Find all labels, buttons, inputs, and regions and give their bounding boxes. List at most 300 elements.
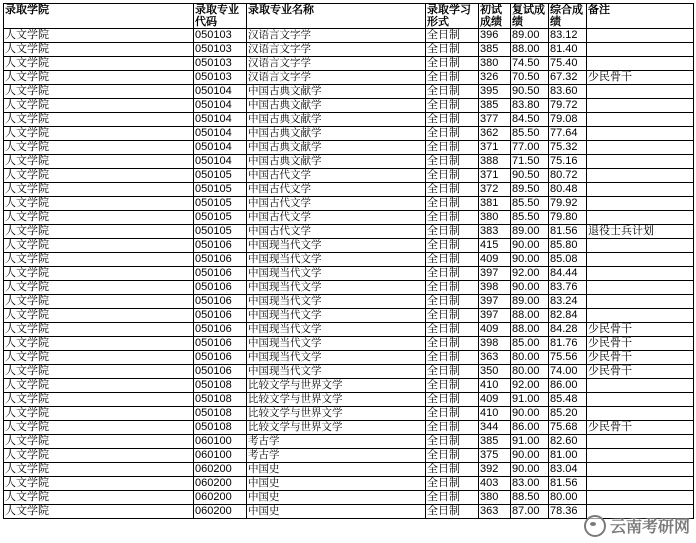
- cell-initial-score: 380: [479, 211, 511, 225]
- cell-retest-score: 71.50: [511, 155, 549, 169]
- cell-total-score: 85.20: [549, 407, 587, 421]
- cell-remark: [587, 477, 694, 491]
- cell-major-name: 中国现当代文学: [247, 365, 426, 379]
- cell-major-code: 050105: [194, 225, 247, 239]
- cell-retest-score: 85.00: [511, 337, 549, 351]
- cell-remark: [587, 113, 694, 127]
- cell-study-mode: 全日制: [426, 99, 479, 113]
- cell-college: 人文学院: [4, 155, 194, 169]
- cell-major-name: 中国现当代文学: [247, 351, 426, 365]
- cell-college: 人文学院: [4, 477, 194, 491]
- table-row: [4, 155, 694, 169]
- table-row: [4, 183, 694, 197]
- table-row: [4, 113, 694, 127]
- cell-total-score: 82.84: [549, 309, 587, 323]
- cell-remark: [587, 183, 694, 197]
- cell-total-score: 75.16: [549, 155, 587, 169]
- cell-retest-score: 77.00: [511, 141, 549, 155]
- cell-remark: [587, 267, 694, 281]
- cell-college: 人文学院: [4, 57, 194, 71]
- cell-study-mode: 全日制: [426, 197, 479, 211]
- cell-major-code: 060200: [194, 505, 247, 519]
- cell-college: 人文学院: [4, 295, 194, 309]
- cell-retest-score: 89.00: [511, 225, 549, 239]
- cell-major-name: 中国现当代文学: [247, 337, 426, 351]
- watermark-text: 云南考研网: [609, 517, 690, 536]
- cell-study-mode: 全日制: [426, 435, 479, 449]
- cell-total-score: 80.48: [549, 183, 587, 197]
- cell-study-mode: 全日制: [426, 505, 479, 519]
- cell-college: 人文学院: [4, 337, 194, 351]
- cell-total-score: 81.56: [549, 225, 587, 239]
- cell-total-score: 81.56: [549, 477, 587, 491]
- table-row: [4, 337, 694, 351]
- cell-major-name: 中国史: [247, 477, 426, 491]
- cell-initial-score: 363: [479, 505, 511, 519]
- cell-remark: [587, 379, 694, 393]
- cell-major-code: 050106: [194, 267, 247, 281]
- cell-major-code: 050106: [194, 309, 247, 323]
- cell-total-score: 83.60: [549, 85, 587, 99]
- cell-study-mode: 全日制: [426, 337, 479, 351]
- table-row: [4, 99, 694, 113]
- cell-total-score: 83.76: [549, 281, 587, 295]
- cell-major-code: 050104: [194, 155, 247, 169]
- cell-college: 人文学院: [4, 169, 194, 183]
- cell-major-name: 比较文学与世界文学: [247, 379, 426, 393]
- admission-table: [3, 3, 694, 519]
- cell-major-code: 050106: [194, 281, 247, 295]
- cell-major-name: 中国史: [247, 491, 426, 505]
- cell-retest-score: 88.00: [511, 323, 549, 337]
- cell-total-score: 80.00: [549, 491, 587, 505]
- table-row: [4, 351, 694, 365]
- table-row: [4, 141, 694, 155]
- cell-major-name: 中国现当代文学: [247, 309, 426, 323]
- cell-total-score: 81.40: [549, 43, 587, 57]
- cell-major-name: 汉语言文字学: [247, 71, 426, 85]
- header-remark: 备注: [587, 4, 694, 29]
- table-row: [4, 295, 694, 309]
- cell-retest-score: 88.00: [511, 43, 549, 57]
- table-row: [4, 197, 694, 211]
- cell-college: 人文学院: [4, 365, 194, 379]
- table-row: [4, 435, 694, 449]
- cell-college: 人文学院: [4, 29, 194, 43]
- cell-study-mode: 全日制: [426, 169, 479, 183]
- table-row: [4, 127, 694, 141]
- cell-major-name: 比较文学与世界文学: [247, 421, 426, 435]
- cell-college: 人文学院: [4, 351, 194, 365]
- cell-major-code: 050105: [194, 197, 247, 211]
- cell-remark: 少民骨干: [587, 71, 694, 85]
- cell-major-name: 中国现当代文学: [247, 239, 426, 253]
- cell-study-mode: 全日制: [426, 85, 479, 99]
- cell-major-code: 050106: [194, 351, 247, 365]
- table-row: [4, 463, 694, 477]
- cell-total-score: 75.40: [549, 57, 587, 71]
- cell-remark: [587, 253, 694, 267]
- cell-college: 人文学院: [4, 435, 194, 449]
- cell-major-code: 050103: [194, 71, 247, 85]
- cell-college: 人文学院: [4, 71, 194, 85]
- cell-initial-score: 397: [479, 309, 511, 323]
- cell-total-score: 79.08: [549, 113, 587, 127]
- cell-major-code: 060200: [194, 491, 247, 505]
- cell-major-name: 中国古代文学: [247, 197, 426, 211]
- cell-retest-score: 89.50: [511, 183, 549, 197]
- cell-college: 人文学院: [4, 505, 194, 519]
- cell-college: 人文学院: [4, 463, 194, 477]
- table-row: [4, 281, 694, 295]
- cell-major-code: 050104: [194, 113, 247, 127]
- table-row: [4, 407, 694, 421]
- cell-college: 人文学院: [4, 281, 194, 295]
- cell-study-mode: 全日制: [426, 477, 479, 491]
- cell-study-mode: 全日制: [426, 57, 479, 71]
- cell-initial-score: 380: [479, 57, 511, 71]
- cell-remark: [587, 127, 694, 141]
- cell-initial-score: 398: [479, 337, 511, 351]
- cell-retest-score: 92.00: [511, 267, 549, 281]
- cell-retest-score: 92.00: [511, 379, 549, 393]
- cell-study-mode: 全日制: [426, 295, 479, 309]
- cell-remark: [587, 29, 694, 43]
- cell-study-mode: 全日制: [426, 491, 479, 505]
- cell-retest-score: 90.50: [511, 169, 549, 183]
- header-initial-score: 初试成绩: [479, 4, 511, 29]
- cell-major-code: 050106: [194, 365, 247, 379]
- table-row: [4, 309, 694, 323]
- cell-total-score: 82.60: [549, 435, 587, 449]
- cell-initial-score: 383: [479, 225, 511, 239]
- cell-major-code: 050103: [194, 29, 247, 43]
- cell-major-code: 050108: [194, 379, 247, 393]
- cell-total-score: 67.32: [549, 71, 587, 85]
- table-row: [4, 393, 694, 407]
- table-row: [4, 477, 694, 491]
- cell-major-name: 中国史: [247, 505, 426, 519]
- table-row: [4, 323, 694, 337]
- cell-initial-score: 381: [479, 197, 511, 211]
- cell-major-name: 考古学: [247, 449, 426, 463]
- header-major-name: 录取专业名称: [247, 4, 426, 29]
- cell-major-code: 050108: [194, 407, 247, 421]
- cell-retest-score: 91.00: [511, 435, 549, 449]
- cell-retest-score: 88.00: [511, 309, 549, 323]
- cell-college: 人文学院: [4, 127, 194, 141]
- cell-initial-score: 350: [479, 365, 511, 379]
- cell-remark: 少民骨干: [587, 365, 694, 379]
- cell-major-code: 050108: [194, 393, 247, 407]
- cell-total-score: 85.08: [549, 253, 587, 267]
- cell-initial-score: 375: [479, 449, 511, 463]
- cell-major-code: 060100: [194, 435, 247, 449]
- cell-major-code: 050104: [194, 85, 247, 99]
- cell-major-name: 中国现当代文学: [247, 267, 426, 281]
- cell-major-name: 中国古典文献学: [247, 113, 426, 127]
- cell-retest-score: 85.50: [511, 211, 549, 225]
- watermark: [584, 514, 690, 537]
- cell-major-name: 比较文学与世界文学: [247, 407, 426, 421]
- cell-major-code: 050106: [194, 323, 247, 337]
- cell-major-code: 050106: [194, 253, 247, 267]
- cell-major-code: 060200: [194, 477, 247, 491]
- cell-major-code: 050104: [194, 127, 247, 141]
- table-row: [4, 379, 694, 393]
- cell-total-score: 84.28: [549, 323, 587, 337]
- cell-major-name: 汉语言文字学: [247, 57, 426, 71]
- cell-initial-score: 397: [479, 267, 511, 281]
- cell-remark: [587, 85, 694, 99]
- cell-remark: [587, 393, 694, 407]
- cell-remark: 少民骨干: [587, 323, 694, 337]
- header-row: [4, 4, 694, 29]
- cell-remark: [587, 407, 694, 421]
- cell-total-score: 75.56: [549, 351, 587, 365]
- wechat-icon: [584, 515, 606, 537]
- cell-initial-score: 409: [479, 323, 511, 337]
- table-row: [4, 421, 694, 435]
- cell-total-score: 83.12: [549, 29, 587, 43]
- cell-major-name: 中国古典文献学: [247, 141, 426, 155]
- cell-major-name: 中国古典文献学: [247, 127, 426, 141]
- cell-college: 人文学院: [4, 393, 194, 407]
- cell-remark: [587, 449, 694, 463]
- cell-major-name: 中国古代文学: [247, 169, 426, 183]
- cell-major-code: 050103: [194, 43, 247, 57]
- cell-retest-score: 80.00: [511, 365, 549, 379]
- cell-major-code: 050104: [194, 99, 247, 113]
- cell-study-mode: 全日制: [426, 393, 479, 407]
- cell-major-name: 比较文学与世界文学: [247, 393, 426, 407]
- cell-initial-score: 380: [479, 491, 511, 505]
- cell-initial-score: 410: [479, 407, 511, 421]
- cell-total-score: 85.48: [549, 393, 587, 407]
- cell-retest-score: 87.00: [511, 505, 549, 519]
- cell-remark: [587, 463, 694, 477]
- cell-remark: 少民骨干: [587, 421, 694, 435]
- cell-initial-score: 410: [479, 379, 511, 393]
- cell-retest-score: 89.00: [511, 29, 549, 43]
- cell-remark: 退役士兵计划: [587, 225, 694, 239]
- table-row: [4, 29, 694, 43]
- cell-total-score: 75.68: [549, 421, 587, 435]
- cell-major-code: 050105: [194, 183, 247, 197]
- cell-college: 人文学院: [4, 113, 194, 127]
- cell-study-mode: 全日制: [426, 449, 479, 463]
- table-row: [4, 85, 694, 99]
- cell-college: 人文学院: [4, 85, 194, 99]
- cell-remark: [587, 211, 694, 225]
- table-body: [4, 29, 694, 519]
- table-row: [4, 491, 694, 505]
- cell-initial-score: 372: [479, 183, 511, 197]
- cell-college: 人文学院: [4, 309, 194, 323]
- cell-remark: [587, 197, 694, 211]
- cell-study-mode: 全日制: [426, 43, 479, 57]
- cell-study-mode: 全日制: [426, 29, 479, 43]
- cell-college: 人文学院: [4, 323, 194, 337]
- table-row: [4, 449, 694, 463]
- cell-college: 人文学院: [4, 407, 194, 421]
- cell-college: 人文学院: [4, 379, 194, 393]
- cell-major-name: 中国古典文献学: [247, 155, 426, 169]
- cell-retest-score: 89.00: [511, 295, 549, 309]
- cell-total-score: 81.76: [549, 337, 587, 351]
- cell-initial-score: 397: [479, 295, 511, 309]
- cell-college: 人文学院: [4, 225, 194, 239]
- cell-major-code: 050104: [194, 141, 247, 155]
- cell-retest-score: 90.00: [511, 281, 549, 295]
- cell-study-mode: 全日制: [426, 379, 479, 393]
- cell-college: 人文学院: [4, 197, 194, 211]
- cell-major-code: 060200: [194, 463, 247, 477]
- cell-retest-score: 85.50: [511, 127, 549, 141]
- cell-total-score: 85.80: [549, 239, 587, 253]
- cell-initial-score: 415: [479, 239, 511, 253]
- table-row: [4, 169, 694, 183]
- cell-remark: [587, 57, 694, 71]
- table-row: [4, 365, 694, 379]
- cell-major-code: 050106: [194, 337, 247, 351]
- cell-remark: 少民骨干: [587, 337, 694, 351]
- table-row: [4, 211, 694, 225]
- cell-remark: [587, 155, 694, 169]
- cell-total-score: 79.92: [549, 197, 587, 211]
- cell-major-name: 中国古代文学: [247, 183, 426, 197]
- cell-study-mode: 全日制: [426, 323, 479, 337]
- cell-initial-score: 396: [479, 29, 511, 43]
- cell-college: 人文学院: [4, 491, 194, 505]
- cell-college: 人文学院: [4, 449, 194, 463]
- cell-study-mode: 全日制: [426, 141, 479, 155]
- cell-major-name: 考古学: [247, 435, 426, 449]
- cell-total-score: 79.80: [549, 211, 587, 225]
- cell-retest-score: 85.50: [511, 197, 549, 211]
- cell-major-name: 汉语言文字学: [247, 29, 426, 43]
- cell-total-score: 83.24: [549, 295, 587, 309]
- cell-major-code: 050106: [194, 239, 247, 253]
- cell-total-score: 81.00: [549, 449, 587, 463]
- cell-initial-score: 388: [479, 155, 511, 169]
- cell-total-score: 78.36: [549, 505, 587, 519]
- cell-major-code: 050106: [194, 295, 247, 309]
- header-study-mode: 录取学习形式: [426, 4, 479, 29]
- cell-initial-score: 395: [479, 85, 511, 99]
- cell-retest-score: 90.50: [511, 85, 549, 99]
- cell-total-score: 74.00: [549, 365, 587, 379]
- cell-study-mode: 全日制: [426, 309, 479, 323]
- cell-study-mode: 全日制: [426, 127, 479, 141]
- cell-total-score: 86.00: [549, 379, 587, 393]
- cell-total-score: 77.64: [549, 127, 587, 141]
- cell-college: 人文学院: [4, 183, 194, 197]
- cell-retest-score: 90.00: [511, 463, 549, 477]
- cell-initial-score: 326: [479, 71, 511, 85]
- cell-major-name: 中国史: [247, 463, 426, 477]
- cell-retest-score: 90.00: [511, 449, 549, 463]
- cell-initial-score: 409: [479, 253, 511, 267]
- cell-initial-score: 363: [479, 351, 511, 365]
- cell-major-name: 中国现当代文学: [247, 323, 426, 337]
- cell-initial-score: 377: [479, 113, 511, 127]
- cell-initial-score: 371: [479, 169, 511, 183]
- cell-retest-score: 90.00: [511, 253, 549, 267]
- cell-remark: [587, 169, 694, 183]
- cell-remark: [587, 281, 694, 295]
- cell-major-code: 060100: [194, 449, 247, 463]
- table-row: [4, 267, 694, 281]
- cell-retest-score: 80.00: [511, 351, 549, 365]
- cell-study-mode: 全日制: [426, 281, 479, 295]
- cell-total-score: 84.44: [549, 267, 587, 281]
- header-major-code: 录取专业代码: [194, 4, 247, 29]
- cell-total-score: 83.04: [549, 463, 587, 477]
- cell-remark: [587, 491, 694, 505]
- cell-retest-score: 90.00: [511, 407, 549, 421]
- cell-college: 人文学院: [4, 211, 194, 225]
- cell-college: 人文学院: [4, 43, 194, 57]
- cell-initial-score: 403: [479, 477, 511, 491]
- cell-initial-score: 409: [479, 393, 511, 407]
- cell-remark: [587, 239, 694, 253]
- cell-study-mode: 全日制: [426, 463, 479, 477]
- cell-study-mode: 全日制: [426, 211, 479, 225]
- cell-retest-score: 86.00: [511, 421, 549, 435]
- cell-study-mode: 全日制: [426, 183, 479, 197]
- cell-major-code: 050105: [194, 211, 247, 225]
- cell-major-code: 050108: [194, 421, 247, 435]
- cell-major-name: 中国现当代文学: [247, 281, 426, 295]
- cell-college: 人文学院: [4, 239, 194, 253]
- cell-total-score: 80.72: [549, 169, 587, 183]
- cell-college: 人文学院: [4, 421, 194, 435]
- cell-initial-score: 392: [479, 463, 511, 477]
- cell-remark: [587, 141, 694, 155]
- cell-remark: 少民骨干: [587, 351, 694, 365]
- cell-study-mode: 全日制: [426, 71, 479, 85]
- table-row: [4, 71, 694, 85]
- cell-study-mode: 全日制: [426, 239, 479, 253]
- header-college: 录取学院: [4, 4, 194, 29]
- cell-study-mode: 全日制: [426, 267, 479, 281]
- cell-major-name: 中国古代文学: [247, 225, 426, 239]
- cell-major-name: 汉语言文字学: [247, 43, 426, 57]
- cell-major-name: 中国古代文学: [247, 211, 426, 225]
- cell-total-score: 79.72: [549, 99, 587, 113]
- cell-major-name: 中国古典文献学: [247, 99, 426, 113]
- cell-major-name: 中国现当代文学: [247, 295, 426, 309]
- cell-college: 人文学院: [4, 253, 194, 267]
- cell-retest-score: 84.50: [511, 113, 549, 127]
- cell-college: 人文学院: [4, 267, 194, 281]
- cell-retest-score: 74.50: [511, 57, 549, 71]
- cell-remark: [587, 309, 694, 323]
- cell-study-mode: 全日制: [426, 253, 479, 267]
- cell-initial-score: 385: [479, 435, 511, 449]
- table-row: [4, 225, 694, 239]
- cell-retest-score: 83.80: [511, 99, 549, 113]
- cell-initial-score: 371: [479, 141, 511, 155]
- header-retest-score: 复试成绩: [511, 4, 549, 29]
- cell-remark: [587, 99, 694, 113]
- header-total-score: 综合成绩: [549, 4, 587, 29]
- cell-total-score: 75.32: [549, 141, 587, 155]
- cell-initial-score: 344: [479, 421, 511, 435]
- cell-remark: [587, 435, 694, 449]
- cell-major-code: 050103: [194, 57, 247, 71]
